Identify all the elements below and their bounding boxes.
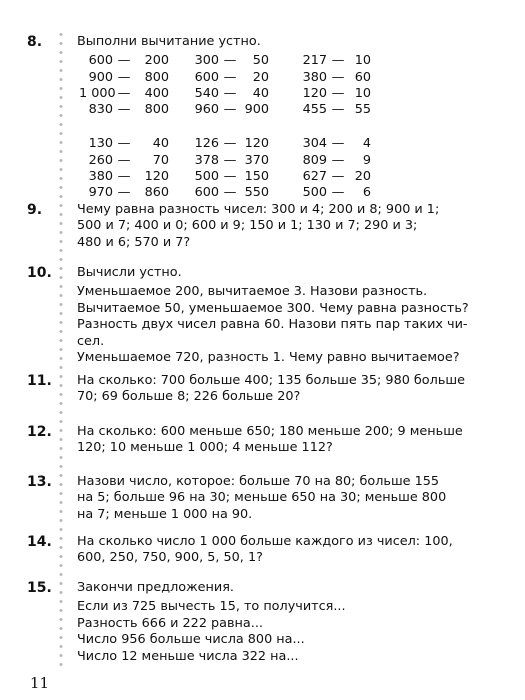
minus-sign: — [117, 101, 131, 117]
text-line: 70; 69 больше 8; 226 больше 20? [77, 389, 301, 405]
subtraction-expression [191, 70, 269, 86]
exercise-column-2 [191, 53, 269, 118]
task-number: 9. [27, 202, 43, 218]
minus-sign: — [117, 152, 131, 168]
minus-sign: — [331, 136, 345, 152]
minus-sign: — [331, 85, 345, 101]
dotted-margin-line [59, 30, 63, 670]
task-body [77, 265, 507, 366]
minuend: 960 [194, 101, 219, 117]
subtrahend: 10 [354, 85, 371, 101]
subtraction-expression [79, 153, 169, 169]
minus-sign: — [223, 136, 237, 152]
task-number: 12. [27, 424, 52, 440]
task-body [77, 34, 507, 202]
subtrahend: 50 [252, 53, 269, 69]
text-line: сел. [77, 333, 105, 349]
task-title: Выполни вычитание устно. [77, 34, 261, 49]
minuend: 126 [194, 136, 219, 152]
minuend: 380 [302, 69, 327, 85]
text-line: Вычитаемое 50, уменьшаемое 300. Чему равна разность? [77, 300, 469, 316]
subtrahend: 400 [144, 85, 169, 101]
minuend: 1 000 [79, 85, 116, 101]
page-number: 11 [30, 674, 50, 692]
minuend: 130 [88, 136, 113, 152]
subtraction-expression [299, 136, 371, 152]
minus-sign: — [331, 184, 345, 200]
subtrahend: 20 [252, 69, 269, 85]
task-body [77, 202, 507, 251]
minus-sign: — [223, 53, 237, 69]
minuend: 120 [302, 85, 327, 101]
subtraction-expression [299, 185, 371, 201]
subtraction-expression [79, 86, 169, 102]
exercise-column-1 [79, 53, 169, 118]
task-title: Вычисли устно. [77, 265, 182, 280]
subtrahend: 55 [354, 101, 371, 117]
subtraction-expression [191, 102, 269, 118]
minus-sign: — [331, 101, 345, 117]
text-line: Число 956 больше числа 800 на... [77, 632, 305, 648]
minuend: 627 [302, 168, 327, 184]
task-number: 11. [27, 373, 52, 389]
text-line: 120; 10 меньше 1 000; 4 меньше 112? [77, 440, 333, 456]
minus-sign: — [117, 184, 131, 200]
minuend: 500 [302, 184, 327, 200]
minuend: 300 [194, 53, 219, 69]
minus-sign: — [223, 101, 237, 117]
minuend: 900 [88, 69, 113, 85]
text-line: Уменьшаемое 720, разность 1. Чему равно вычитаемое? [77, 350, 460, 366]
minuend: 304 [302, 136, 327, 152]
text-line: На сколько число 1 000 больше каждого из чисел: 100, [77, 534, 453, 549]
subtrahend: 40 [252, 85, 269, 101]
text-line: Если из 725 вычесть 15, то получится... [77, 599, 346, 615]
exercise-column-1 [79, 136, 169, 201]
minuend: 600 [194, 184, 219, 200]
minus-sign: — [223, 184, 237, 200]
minus-sign: — [117, 168, 131, 184]
subtraction-expression [191, 53, 269, 69]
subtraction-expression [79, 185, 169, 201]
subtraction-expression [79, 169, 169, 185]
text-line: Чему равна разность чисел: 300 и 4; 200 и 8; 900 и 1; [77, 202, 440, 217]
subtrahend: 120 [244, 136, 269, 152]
minuend: 455 [302, 101, 327, 117]
minuend: 380 [88, 168, 113, 184]
task-body [77, 373, 507, 406]
subtrahend: 6 [362, 184, 371, 200]
task-number: 14. [27, 534, 52, 550]
task-body [77, 474, 507, 523]
subtrahend: 800 [144, 69, 169, 85]
minuend: 970 [88, 184, 113, 200]
exercise-block-2 [77, 136, 507, 202]
minuend: 830 [88, 101, 113, 117]
minuend: 809 [302, 152, 327, 168]
subtrahend: 60 [354, 69, 371, 85]
exercise-column-3 [299, 53, 371, 118]
text-line: На сколько: 700 больше 400; 135 больше 35; 980 больше [77, 373, 465, 388]
task-number: 15. [27, 580, 52, 596]
task-number: 8. [27, 34, 43, 50]
task-number: 10. [27, 265, 52, 281]
minus-sign: — [117, 53, 131, 69]
subtraction-expression [79, 102, 169, 118]
minus-sign: — [223, 85, 237, 101]
subtrahend: 900 [244, 101, 269, 117]
subtrahend: 150 [244, 168, 269, 184]
subtrahend: 9 [362, 152, 371, 168]
text-line: Разность 666 и 222 равна... [77, 615, 263, 631]
minus-sign: — [331, 152, 345, 168]
text-line: Число 12 меньше числа 322 на... [77, 648, 299, 664]
minus-sign: — [223, 69, 237, 85]
task-body [77, 534, 507, 567]
minus-sign: — [331, 53, 345, 69]
minus-sign: — [223, 168, 237, 184]
subtraction-expression [79, 70, 169, 86]
subtraction-expression [191, 169, 269, 185]
text-line: На сколько: 600 меньше 650; 180 меньше 200; 9 меньше [77, 424, 463, 439]
text-line: на 5; больше 96 на 30; меньше 650 на 30; меньше 800 [77, 490, 447, 506]
minuend: 540 [194, 85, 219, 101]
subtrahend: 40 [152, 136, 169, 152]
subtrahend: 4 [362, 136, 371, 152]
minuend: 500 [194, 168, 219, 184]
subtrahend: 800 [144, 101, 169, 117]
subtrahend: 370 [244, 152, 269, 168]
task-title: Закончи предложения. [77, 580, 234, 595]
minus-sign: — [223, 152, 237, 168]
subtrahend: 200 [144, 53, 169, 69]
subtrahend: 70 [152, 152, 169, 168]
subtraction-expression [299, 70, 371, 86]
exercise-block-1 [77, 53, 507, 119]
text-line: Назови число, которое: больше 70 на 80; больше 155 [77, 474, 440, 489]
subtraction-expression [299, 102, 371, 118]
minuend: 378 [194, 152, 219, 168]
text-line: 600, 250, 750, 900, 5, 50, 1? [77, 550, 263, 566]
minuend: 600 [88, 53, 113, 69]
subtraction-expression [79, 53, 169, 69]
text-line: Уменьшаемое 200, вычитаемое 3. Назови разность. [77, 284, 428, 300]
subtrahend: 860 [144, 184, 169, 200]
minuend: 217 [302, 53, 327, 69]
text-line: 500 и 7; 400 и 0; 600 и 9; 150 и 1; 130 и 7; 290 и 3; [77, 218, 418, 234]
text-line: на 7; меньше 1 000 на 90. [77, 506, 253, 522]
subtraction-expression [191, 153, 269, 169]
text-line: 480 и 6; 570 и 7? [77, 234, 191, 250]
subtraction-expression [79, 136, 169, 152]
task-body [77, 424, 507, 457]
subtrahend: 10 [354, 53, 371, 69]
subtrahend: 20 [354, 168, 371, 184]
minus-sign: — [331, 69, 345, 85]
subtraction-expression [299, 53, 371, 69]
subtraction-expression [191, 185, 269, 201]
minuend: 600 [194, 69, 219, 85]
subtraction-expression [299, 169, 371, 185]
text-line: Разность двух чисел равна 60. Назови пять пар таких чи- [77, 317, 468, 333]
subtrahend: 120 [144, 168, 169, 184]
minuend: 260 [88, 152, 113, 168]
subtraction-expression [191, 136, 269, 152]
minus-sign: — [331, 168, 345, 184]
minus-sign: — [117, 69, 131, 85]
exercise-column-3 [299, 136, 371, 201]
exercise-column-2 [191, 136, 269, 201]
minus-sign: — [117, 85, 131, 101]
task-body [77, 580, 507, 665]
subtraction-expression [299, 86, 371, 102]
subtraction-expression [299, 153, 371, 169]
subtraction-expression [191, 86, 269, 102]
task-number: 13. [27, 474, 52, 490]
subtrahend: 550 [244, 184, 269, 200]
minus-sign: — [117, 136, 131, 152]
